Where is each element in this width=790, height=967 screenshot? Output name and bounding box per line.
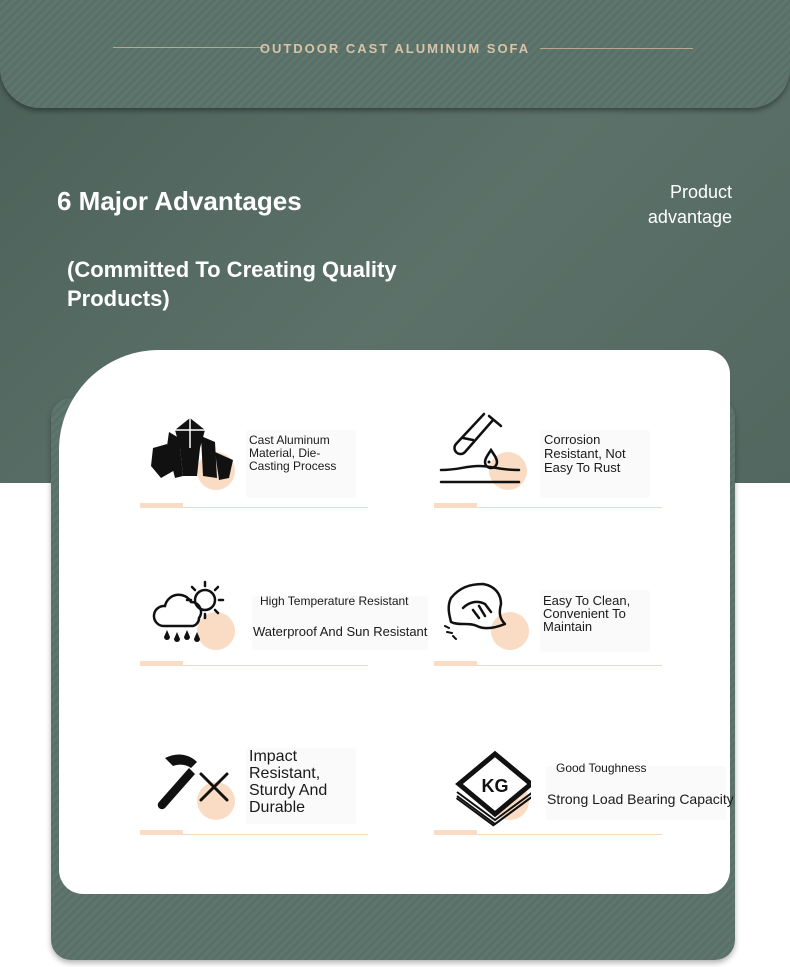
- feature-text: [547, 761, 756, 807]
- feature-text-line2: Waterproof And Sun Resistant: [253, 624, 428, 639]
- feature-accent-bar: [434, 503, 477, 508]
- page-subtitle: (Committed To Creating Quality Products): [67, 257, 397, 311]
- feature-accent-bar: [140, 830, 183, 835]
- kg-weight-icon: [439, 738, 531, 830]
- feature-cast-aluminum: [140, 408, 440, 518]
- product-advantage-label: Product advantage: [647, 182, 732, 227]
- feature-corrosion: [434, 408, 734, 518]
- test-tube-icon: [439, 408, 531, 500]
- feature-load-bearing: [434, 738, 734, 848]
- page-title: 6 Major Advantages: [57, 186, 302, 216]
- weather-icon: [145, 568, 237, 660]
- feature-weather: [140, 568, 440, 678]
- feature-easy-clean: [434, 568, 734, 678]
- hammer-icon: [145, 738, 237, 830]
- feature-accent-bar: [434, 830, 477, 835]
- header-title: OUTDOOR CAST ALUMINUM SOFA: [259, 41, 531, 56]
- feature-text: Impact Resistant, Sturdy And Durable: [249, 748, 328, 816]
- feature-accent-bar: [434, 661, 477, 666]
- crystal-icon: [145, 408, 237, 500]
- feature-text-line1: Good Toughness: [556, 761, 647, 775]
- feature-text: Easy To Clean, Convenient To Maintain: [543, 593, 631, 634]
- feature-accent-bar: [140, 503, 183, 508]
- advantages-card: [59, 350, 734, 894]
- feature-text-line2: Strong Load Bearing Capacity: [547, 791, 734, 807]
- feature-accent-bar: [140, 661, 183, 666]
- feature-text-line1: High Temperature Resistant: [260, 594, 409, 608]
- kg-badge-text: KG: [481, 776, 509, 796]
- cleaning-hand-icon: [439, 568, 531, 660]
- feature-text: Corrosion Resistant, Not Easy To Rust: [544, 432, 626, 475]
- feature-text: Cast Aluminum Material, Die-Casting Process: [249, 433, 337, 473]
- feature-impact: [140, 738, 440, 848]
- header-band: [0, 0, 790, 108]
- feature-text: [253, 594, 440, 639]
